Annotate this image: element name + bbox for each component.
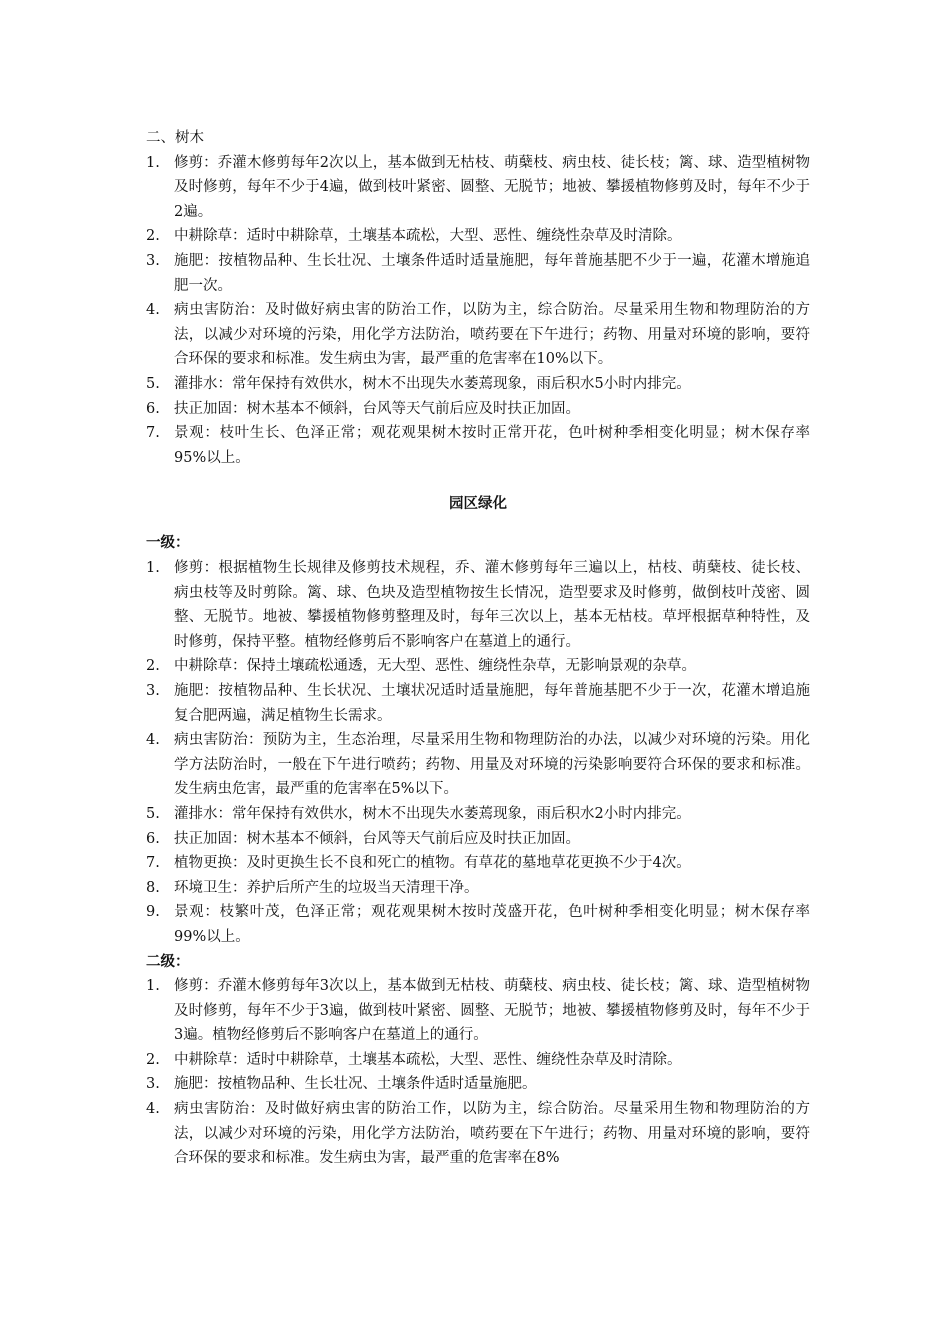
item-number: 8. bbox=[146, 879, 160, 896]
item-text: 扶正加固：树木基本不倾斜，台风等天气前后应及时扶正加固。 bbox=[174, 400, 580, 417]
item-number: 1. bbox=[146, 154, 160, 171]
document-page bbox=[146, 126, 810, 1171]
item-text: 中耕除草：适时中耕除草，土壤基本疏松，大型、恶性、缠绕性杂草及时清除。 bbox=[174, 228, 682, 245]
item-number: 3. bbox=[146, 1076, 160, 1093]
list-item bbox=[146, 974, 810, 1048]
item-text: 修剪：根据植物生长规律及修剪技术规程，乔、灌木修剪每年三遍以上，枯枝、萌蘖枝、徒长枝、病虫枝等及时剪除。篱、球、色块及造型植物按生长情况，造型要求及时修剪，做倒枝叶茂密、圆整、无脱节。地被、攀援植物修剪整理及时，每年三次以上，基本无枯枝。草坪根据草种特性，及时修剪，保持平整。植物经修剪后不影响客户在墓道上的通行。 bbox=[174, 560, 810, 650]
item-number: 1. bbox=[146, 560, 160, 576]
item-text: 施肥：按植物品种、生长壮况、土壤条件适时适量施肥。 bbox=[174, 1076, 537, 1093]
item-number: 1. bbox=[146, 978, 160, 995]
item-number: 2. bbox=[146, 228, 160, 245]
list-item bbox=[146, 827, 810, 852]
list-item bbox=[146, 728, 810, 802]
item-number: 7. bbox=[146, 425, 160, 442]
list-item bbox=[146, 851, 810, 876]
list-item bbox=[146, 679, 810, 728]
list-item bbox=[146, 249, 810, 298]
item-text: 中耕除草：适时中耕除草，土壤基本疏松，大型、恶性、缠绕性杂草及时清除。 bbox=[174, 1051, 682, 1068]
item-text: 扶正加固：树木基本不倾斜，台风等天气前后应及时扶正加固。 bbox=[174, 830, 580, 847]
item-number: 5. bbox=[146, 375, 160, 392]
item-text: 环境卫生：养护后所产生的垃圾当天清理干净。 bbox=[174, 879, 479, 896]
item-text: 修剪：乔灌木修剪每年2次以上，基本做到无枯枝、萌蘖枝、病虫枝、徒长枝；篱、球、造型植树物及时修剪，每年不少于4遍，做到枝叶紧密、圆整、无脱节；地被、攀援植物修剪及时，每年不少于2遍。 bbox=[174, 154, 810, 220]
item-number: 4. bbox=[146, 1101, 160, 1118]
item-text: 施肥：按植物品种、生长状况、土壤状况适时适量施肥，每年普施基肥不少于一次，花灌木增追施复合肥两遍，满足植物生长需求。 bbox=[174, 682, 810, 724]
list-item bbox=[146, 151, 810, 225]
item-number: 7. bbox=[146, 855, 160, 872]
list-item bbox=[146, 421, 810, 470]
item-number: 6. bbox=[146, 830, 160, 847]
list-item bbox=[146, 556, 810, 654]
item-text: 植物更换：及时更换生长不良和死亡的植物。有草花的墓地草花更换不少于4次。 bbox=[174, 855, 691, 872]
item-text: 病虫害防治：及时做好病虫害的防治工作，以防为主，综合防治。尽量采用生物和物理防治的方法，以减少对环境的污染，用化学方法防治，喷药要在下午进行；药物、用量对环境的影响，要符合环保的要求和标准。发生病虫为害，最严重的危害率在8% bbox=[174, 1101, 810, 1167]
item-number: 4. bbox=[146, 732, 160, 749]
list-item bbox=[146, 876, 810, 901]
list-item bbox=[146, 802, 810, 827]
level-one-label: 一级： bbox=[146, 534, 190, 552]
list-item bbox=[146, 654, 810, 679]
list-item bbox=[146, 900, 810, 949]
item-text: 病虫害防治：预防为主，生态治理，尽量采用生物和物理防治的办法，以减少对环境的污染。用化学方法防治时，一般在下午进行喷药；药物、用量及对环境的污染影响要符合环保的要求和标准。发生病虫危害，最严重的危害率在5%以下。 bbox=[174, 732, 810, 798]
item-number: 3. bbox=[146, 682, 160, 699]
item-number: 4. bbox=[146, 302, 160, 319]
level-two-label: 二级： bbox=[146, 952, 190, 970]
list-item bbox=[146, 1048, 810, 1073]
item-text: 施肥：按植物品种、生长壮况、土壤条件适时适量施肥，每年普施基肥不少于一遍，花灌木增施追肥一次。 bbox=[174, 252, 810, 294]
item-number: 3. bbox=[146, 252, 160, 269]
section-heading-trees: 二、树木 bbox=[146, 130, 204, 146]
item-number: 9. bbox=[146, 904, 160, 921]
trees-list bbox=[146, 151, 810, 471]
list-item bbox=[146, 1072, 810, 1097]
item-text: 灌排水：常年保持有效供水，树木不出现失水萎蔫现象，雨后积水2小时内排完。 bbox=[174, 805, 691, 822]
item-text: 景观：枝叶生长、色泽正常；观花观果树木按时正常开花，色叶树种季相变化明显；树木保存率95%以上。 bbox=[174, 425, 810, 466]
list-item bbox=[146, 372, 810, 397]
item-text: 病虫害防治：及时做好病虫害的防治工作，以防为主，综合防治。尽量采用生物和物理防治的方法，以减少对环境的污染，用化学方法防治，喷药要在下午进行；药物、用量对环境的影响，要符合环保的要求和标准。发生病虫为害，最严重的危害率在10%以下。 bbox=[174, 302, 810, 368]
park-greening-title: 园区绿化 bbox=[449, 495, 507, 513]
item-number: 5. bbox=[146, 805, 160, 822]
item-text: 灌排水：常年保持有效供水，树木不出现失水萎蔫现象，雨后积水5小时内排完。 bbox=[174, 375, 691, 392]
item-text: 修剪：乔灌木修剪每年3次以上，基本做到无枯枝、萌蘖枝、病虫枝、徒长枝；篱、球、造型植树物及时修剪，每年不少于3遍，做到枝叶紧密、圆整、无脱节；地被、攀援植物修剪及时，每年不少于3遍。植物经修剪后不影响客户在墓道上的通行。 bbox=[174, 978, 810, 1044]
item-number: 2. bbox=[146, 658, 160, 675]
item-text: 景观：枝繁叶茂，色泽正常；观花观果树木按时茂盛开花，色叶树种季相变化明显；树木保存率99%以上。 bbox=[174, 904, 810, 945]
list-item bbox=[146, 397, 810, 422]
item-number: 2. bbox=[146, 1051, 160, 1068]
list-item bbox=[146, 298, 810, 372]
level-two-list bbox=[146, 974, 810, 1171]
list-item bbox=[146, 224, 810, 249]
level-one-list bbox=[146, 556, 810, 950]
list-item bbox=[146, 1097, 810, 1171]
item-number: 6. bbox=[146, 400, 160, 417]
item-text: 中耕除草：保持土壤疏松通透，无大型、恶性、缠绕性杂草，无影响景观的杂草。 bbox=[174, 658, 696, 675]
